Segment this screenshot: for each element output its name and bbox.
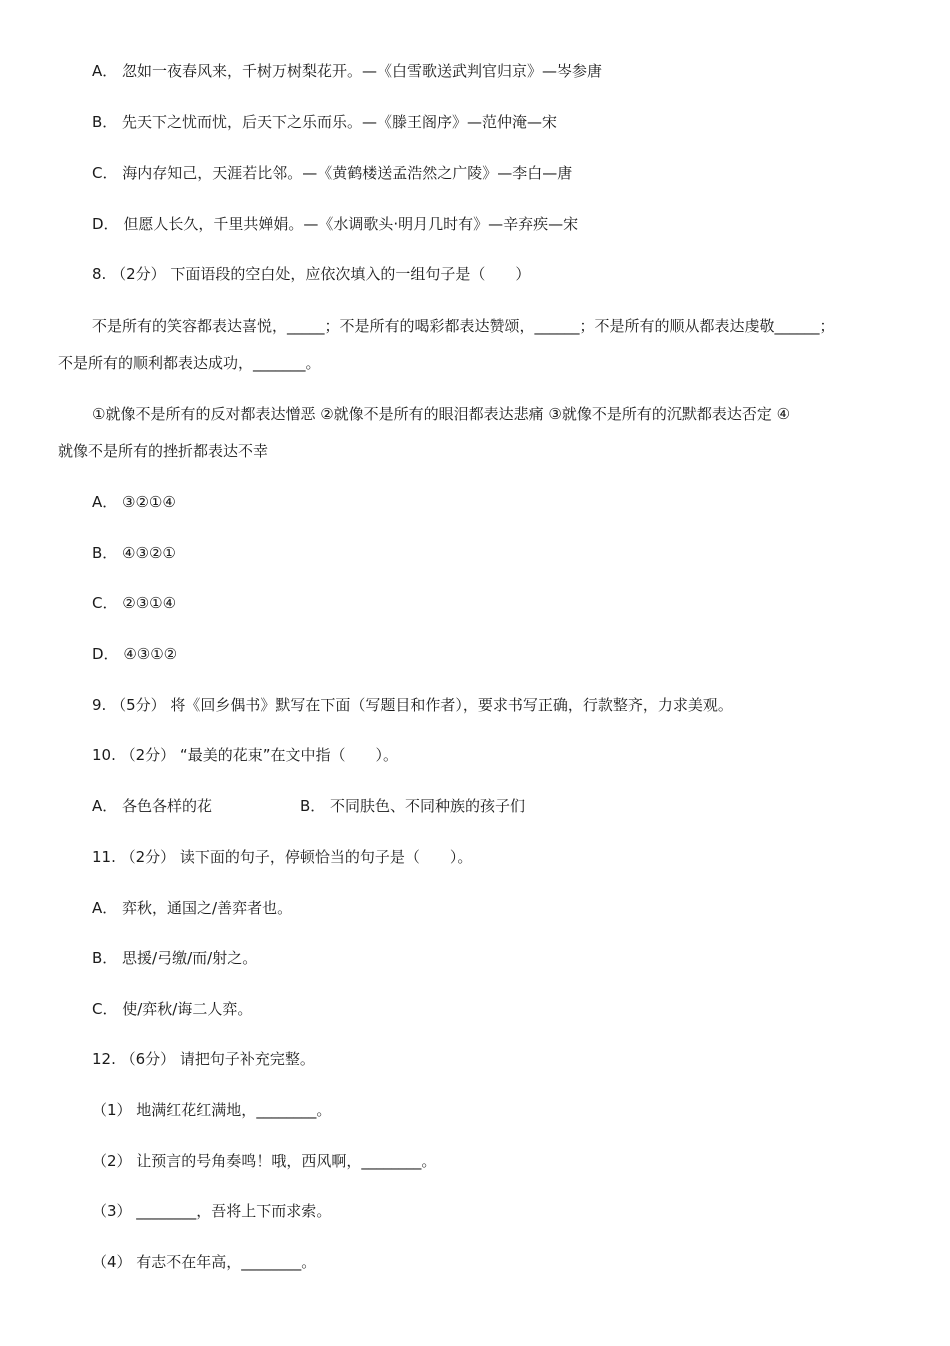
q8-option-d: D． ④③①②: [92, 645, 178, 663]
prev-option-b: B． 先天下之忧而忧，后天下之乐而乐。—《滕王阁序》—范仲淹—宋: [92, 113, 558, 131]
q12-item-1: （1） 地满红花红满地，________。: [92, 1101, 332, 1119]
q11-option-a: A． 弈秋，通国之/善弈者也。: [92, 899, 293, 917]
prev-option-d: D． 但愿人长久，千里共婵娟。—《水调歌头·明月几时有》—辛弃疾—宋: [92, 215, 579, 233]
q12-item-4: （4） 有志不在年高，________。: [92, 1253, 317, 1271]
q9-stem: 9. （5分） 将《回乡偶书》默写在下面（写题目和作者），要求书写正确，行款整齐，力求美观。: [92, 696, 733, 714]
q10-options: [92, 796, 525, 816]
q8-passage-line2: 不是所有的顺利都表达成功，_______。: [58, 354, 321, 372]
q11-stem: 11. （2分） 读下面的句子，停顿恰当的句子是（ ）。: [92, 848, 473, 866]
q10-stem: 10. （2分） “最美的花束”在文中指（ ）。: [92, 746, 398, 764]
q8-option-c: C． ②③①④: [92, 594, 177, 612]
q11-option-c: C． 使/弈秋/诲二人弈。: [92, 1000, 253, 1018]
q10-option-a: A． 各色各样的花: [92, 797, 213, 815]
q8-choices-line1: ①就像不是所有的反对都表达憎恶 ②就像不是所有的眼泪都表达悲痛 ③就像不是所有的沉默都表达否定 ④: [92, 405, 791, 423]
q8-option-b: B． ④③②①: [92, 544, 176, 562]
q8-stem: 8. （2分） 下面语段的空白处，应依次填入的一组句子是（ ）: [92, 265, 531, 283]
q8-choices-line2: 就像不是所有的挫折都表达不幸: [58, 442, 269, 460]
q12-item-2: （2） 让预言的号角奏鸣！哦，西风啊，________。: [92, 1152, 437, 1170]
q10-option-b: B． 不同肤色、不同种族的孩子们: [300, 797, 526, 815]
q8-option-a: A． ③②①④: [92, 493, 176, 511]
q12-item-3: （3） ________，吾将上下而求索。: [92, 1202, 332, 1220]
prev-option-c: C． 海内存知己，天涯若比邻。—《黄鹤楼送孟浩然之广陵》—李白—唐: [92, 164, 573, 182]
q11-option-b: B． 思援/弓缴/而/射之。: [92, 949, 258, 967]
prev-option-a: A． 忽如一夜春风来，千树万树梨花开。—《白雪歌送武判官归京》—岑参唐: [92, 62, 603, 80]
q12-stem: 12. （6分） 请把句子补充完整。: [92, 1050, 315, 1068]
q8-passage-line1: 不是所有的笑容都表达喜悦，_____；不是所有的喝彩都表达赞颂，______；不是所有的顺从都表达虔敬______；: [92, 317, 835, 335]
